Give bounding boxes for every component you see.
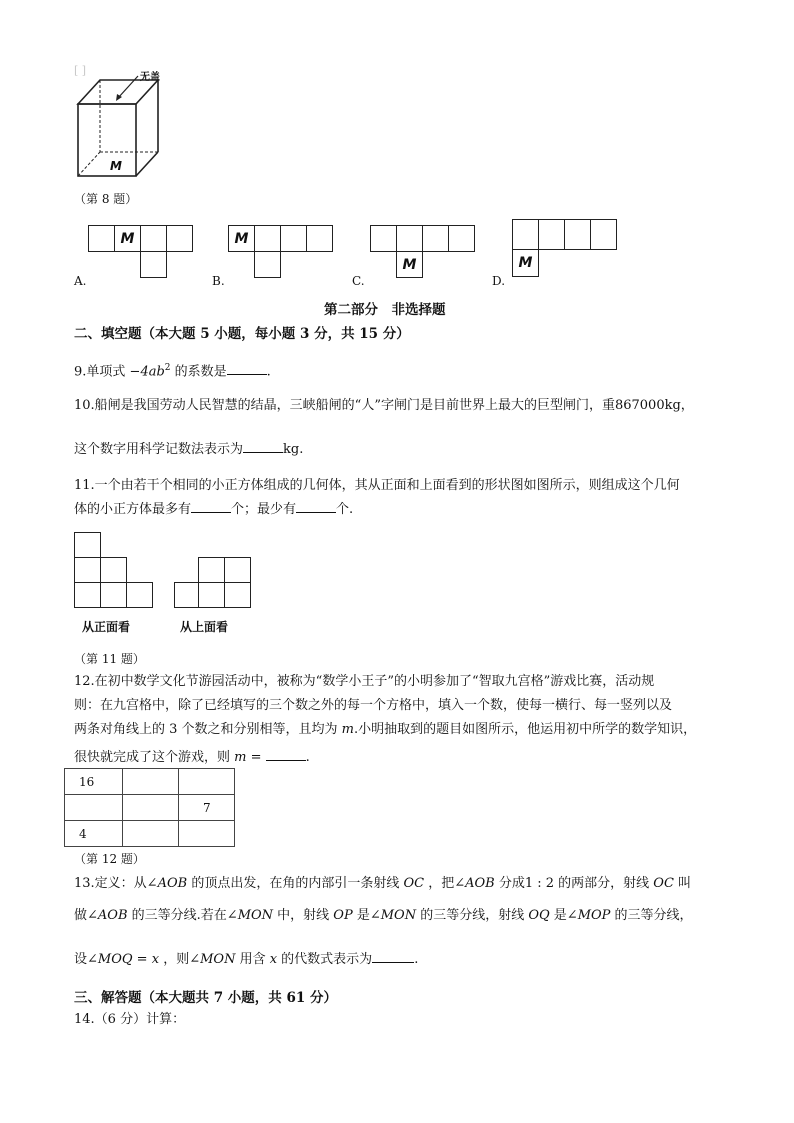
front-view-label: 从正面看 bbox=[82, 620, 131, 634]
magic-square-grid bbox=[64, 768, 235, 847]
faded-mark: [ ] bbox=[74, 64, 87, 77]
net-m-cell: M bbox=[228, 225, 255, 252]
question-11-line-1: 11.一个由若干个相同的小正方体组成的几何体，其从正面和上面看到的形状图如图所示，则组成这个几何 bbox=[74, 478, 680, 493]
cube-m-label: M bbox=[110, 159, 122, 173]
answer-blank bbox=[227, 360, 267, 375]
q8-caption: （第 8 题） bbox=[74, 192, 138, 206]
question-12-line-4: 很快就完成了这个游戏，则 m = . bbox=[74, 746, 310, 768]
q12-caption: （第 12 题） bbox=[74, 852, 145, 866]
option-a-label: A. bbox=[74, 274, 87, 288]
question-9: 9.单项式 $-4ab^2$ 的系数是 . bbox=[74, 358, 271, 382]
question-13-line-2: 做∠AOB 的三等分线.若在∠MON 中，射线 OP 是∠MON 的三等分线，射线 OQ 是∠MOP 的三等分线， bbox=[74, 908, 693, 923]
answer-blank bbox=[372, 948, 414, 963]
question-14: 14.（6 分）计算： bbox=[74, 1012, 186, 1027]
question-11-line-2: 体的小正方体最多有 个；最少有 个. bbox=[74, 498, 353, 520]
open-cube-figure bbox=[70, 62, 200, 187]
question-13-line-3: 设∠MOQ = x ，则∠MON 用含 x 的代数式表示为 . bbox=[74, 948, 418, 970]
answer-blank bbox=[243, 438, 283, 453]
option-c-label: C. bbox=[352, 274, 365, 288]
net-m-cell: M bbox=[114, 225, 141, 252]
answer-blank bbox=[191, 498, 231, 513]
net-m-cell: M bbox=[512, 249, 539, 277]
question-13-line-1: 13.定义：从∠AOB 的顶点出发，在角的内部引一条射线 OC ，把∠AOB 分成1 : 2 的两部分，射线 OC 叫 bbox=[74, 876, 692, 891]
grid-cell: 16 bbox=[65, 769, 123, 795]
grid-cell bbox=[179, 821, 235, 847]
answer-blank bbox=[296, 498, 336, 513]
question-10-line-1: 10.船闸是我国劳动人民智慧的结晶，三峡船闸的“人”字闸门是目前世界上最大的巨型闸门，重867000kg， bbox=[74, 398, 694, 413]
grid-cell bbox=[123, 769, 179, 795]
answer-blank bbox=[266, 746, 306, 761]
question-12-line-3: 两条对角线上的 3 个数之和分别相等，且均为 m.小明抽取到的题目如图所示，他运用初中所学的数学知识， bbox=[74, 722, 697, 737]
option-d-label: D. bbox=[492, 274, 506, 288]
cube-top-label: 无盖 bbox=[140, 72, 160, 83]
grid-cell bbox=[123, 821, 179, 847]
question-12-line-2: 则：在九宫格中，除了已经填写的三个数之外的每一个方格中，填入一个数，使每一横行、每一竖列以及 bbox=[74, 698, 673, 713]
part-title: 第二部分 非选择题 bbox=[324, 302, 446, 318]
section-heading: 二、填空题（本大题 5 小题，每小题 3 分，共 15 分） bbox=[74, 326, 410, 342]
question-12-line-1: 12.在初中数学文化节游园活动中，被称为“数学小王子”的小明参加了“智取九宫格”游戏比赛，活动规 bbox=[74, 674, 655, 689]
grid-cell bbox=[179, 769, 235, 795]
section-heading: 三、解答题（本大题共 7 小题，共 61 分） bbox=[74, 990, 337, 1006]
net-m-cell: M bbox=[396, 251, 423, 278]
top-view-label: 从上面看 bbox=[180, 620, 229, 634]
table-row bbox=[65, 769, 235, 795]
grid-cell bbox=[65, 795, 123, 821]
option-b-label: B. bbox=[212, 274, 225, 288]
question-10-line-2: 这个数字用科学记数法表示为 kg. bbox=[74, 438, 303, 460]
grid-cell: 4 bbox=[65, 821, 123, 847]
table-row bbox=[65, 795, 235, 821]
grid-cell: 7 bbox=[179, 795, 235, 821]
table-row bbox=[65, 821, 235, 847]
grid-cell bbox=[123, 795, 179, 821]
q11-caption: （第 11 题） bbox=[74, 652, 145, 666]
